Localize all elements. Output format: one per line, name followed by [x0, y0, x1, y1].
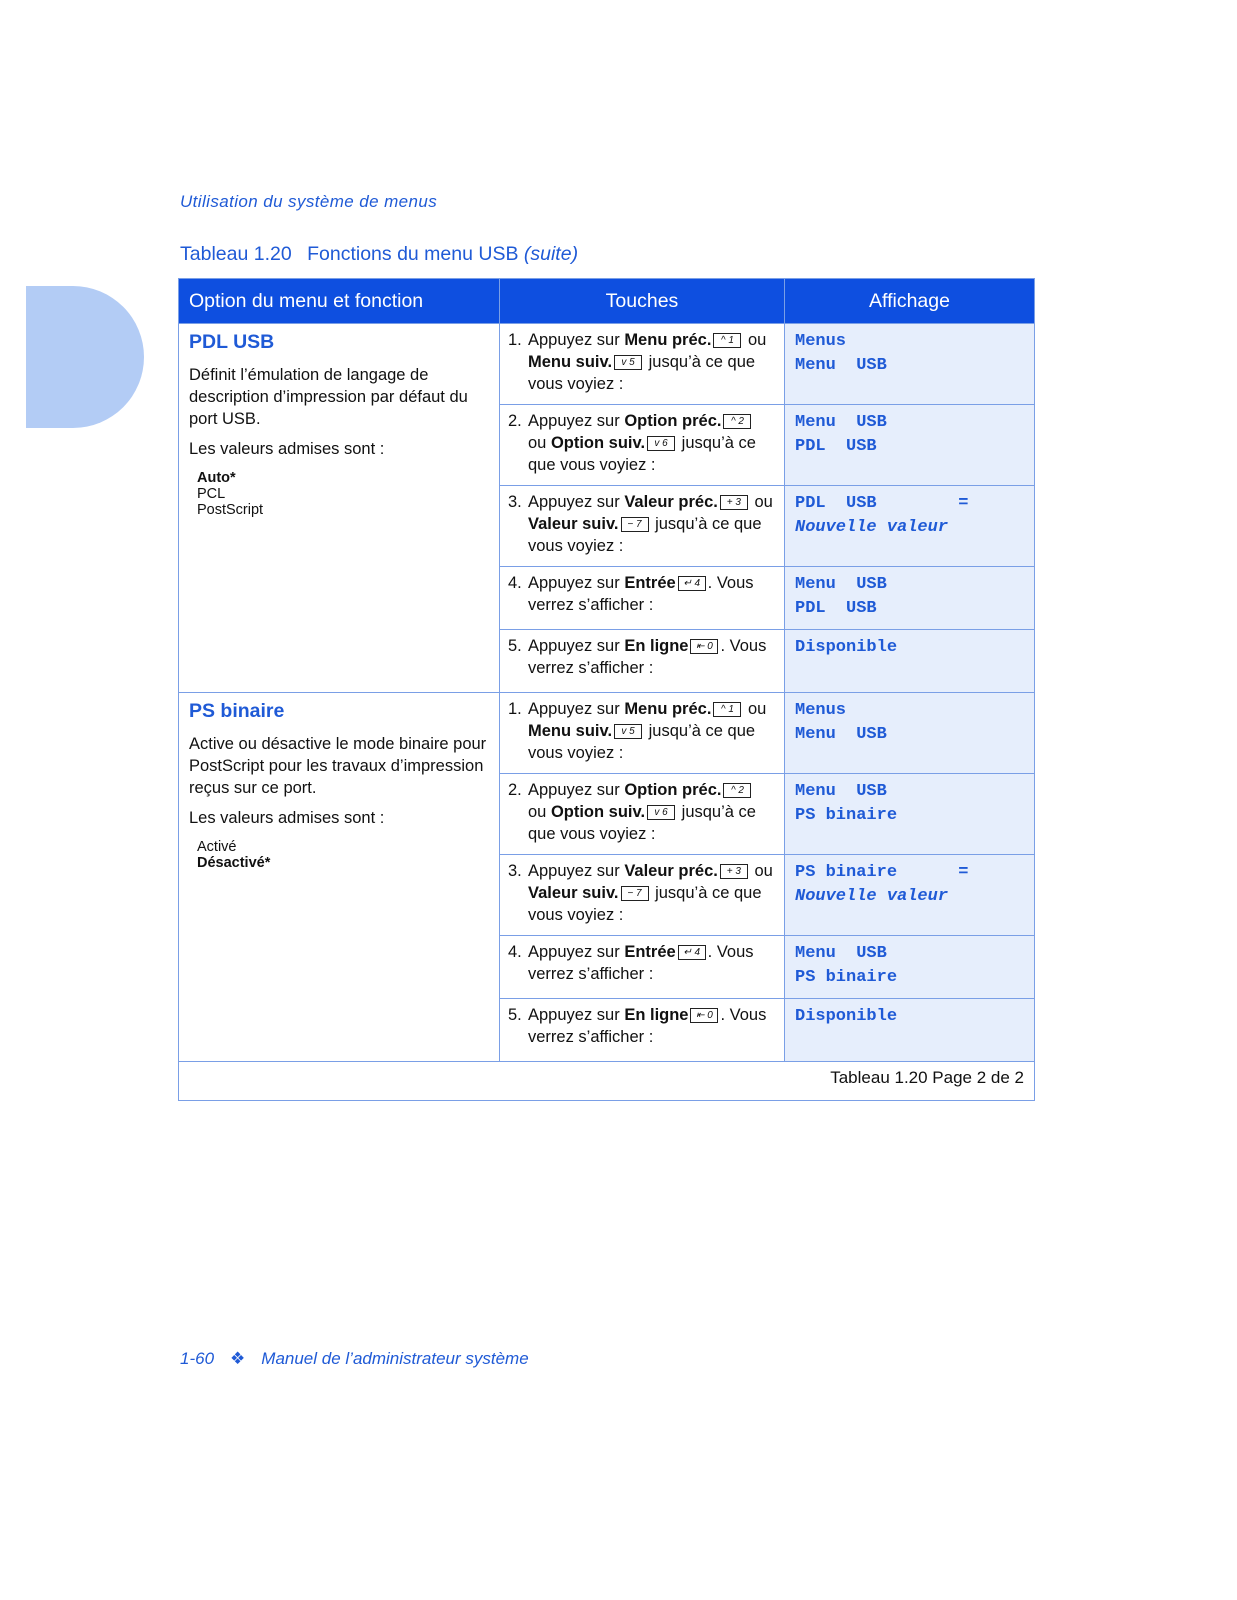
step-text-d: jusqu’à ce que vous voyiez : [528, 353, 756, 393]
table-footer-row [179, 1062, 1035, 1101]
keypad-key-icon: + 3 [720, 495, 748, 510]
step-number: 5. [508, 637, 522, 655]
table-number: Tableau 1.20 [180, 243, 292, 265]
step-instruction [508, 779, 776, 845]
step-text-a: Appuyez sur [528, 331, 625, 349]
step-text-a: Appuyez sur [528, 781, 625, 799]
step-text-c: ou [528, 803, 551, 821]
key-name: Option préc. [624, 412, 722, 430]
key-name: Menu suiv. [528, 353, 613, 371]
display-line-2: Menu USB [795, 356, 887, 375]
table-footer: Tableau 1.20 Page 2 de 2 [179, 1062, 1035, 1101]
keypad-key-icon: ↵ 4 [678, 576, 706, 591]
step-number: 5. [508, 1006, 522, 1024]
keypad-key-icon: + 3 [720, 864, 748, 879]
step-instruction [508, 329, 776, 395]
display-cell [785, 405, 1035, 486]
key-name: En ligne [624, 1006, 689, 1024]
display-line-2: Nouvelle valeur [795, 887, 949, 906]
step-text-c: ou [749, 862, 773, 880]
option-cell [179, 693, 500, 1062]
header-keys: Touches [500, 279, 785, 324]
keypad-key-icon: v 6 [647, 805, 675, 820]
step-text [528, 635, 776, 679]
display-line-2: Menu USB [795, 725, 887, 744]
chapter-tab-marker [26, 286, 144, 428]
display-line-2: PDL USB [795, 599, 877, 618]
option-description: Active ou désactive le mode binaire pour PostScript pour les travaux d’impression reçus sur ce port. [189, 735, 487, 797]
display-line-1: Menus [795, 332, 847, 351]
step-instruction [508, 860, 776, 926]
value-item: Désactivé* [197, 855, 271, 871]
display-line-1: Menu USB [795, 575, 887, 594]
key-name: Option suiv. [550, 803, 646, 821]
value-item: PostScript [197, 502, 264, 518]
values-list [189, 470, 489, 518]
step-text-a: Appuyez sur [528, 412, 625, 430]
table-title-text: Fonctions du menu USB [307, 243, 519, 265]
step-text-c: ou [749, 493, 773, 511]
display-line-1: Disponible [795, 1007, 898, 1026]
step-cell [500, 936, 785, 999]
step-text-c: ou [743, 331, 767, 349]
key-name: Valeur préc. [624, 862, 718, 880]
keypad-key-icon: ⇤ 0 [690, 1008, 718, 1023]
option-title: PDL USB [189, 331, 275, 353]
running-head: Utilisation du système de menus [180, 192, 438, 211]
keypad-key-icon: − 7 [621, 517, 649, 532]
key-name: Menu préc. [624, 331, 712, 349]
step-number: 1. [508, 700, 522, 718]
values-list [189, 839, 489, 871]
keypad-key-icon: v 6 [647, 436, 675, 451]
step-cell [500, 999, 785, 1062]
display-line-2: Nouvelle valeur [795, 518, 949, 537]
key-name: Valeur suiv. [528, 884, 619, 902]
step-text-d: jusqu’à ce que vous voyiez : [528, 884, 762, 924]
usb-menu-table [178, 278, 1035, 1101]
display-cell [785, 630, 1035, 693]
display-cell [785, 936, 1035, 999]
step-number: 4. [508, 943, 522, 961]
page-number: 1-60 [180, 1349, 215, 1368]
key-name: Valeur suiv. [528, 515, 619, 533]
step-text-a: Appuyez sur [528, 700, 625, 718]
step-text-c: . Vous verrez s’afficher : [528, 637, 767, 677]
table-header-row [179, 279, 1035, 324]
table-title [180, 243, 578, 266]
step-text-a: Appuyez sur [528, 943, 625, 961]
step-text-c: ou [743, 700, 767, 718]
keypad-key-icon: ⇤ 0 [690, 639, 718, 654]
step-text [528, 329, 776, 395]
step-text-d: jusqu’à ce que vous voyiez : [528, 434, 756, 474]
option-cell [179, 324, 500, 693]
step-instruction [508, 941, 776, 985]
step-cell [500, 630, 785, 693]
header-display: Affichage [785, 279, 1035, 324]
display-cell [785, 999, 1035, 1062]
keypad-key-icon: ↵ 4 [678, 945, 706, 960]
step-cell [500, 405, 785, 486]
option-title: PS binaire [189, 700, 285, 722]
display-cell [785, 567, 1035, 630]
display-cell [785, 486, 1035, 567]
step-text-d: jusqu’à ce que vous voyiez : [528, 803, 756, 843]
table-row [179, 324, 1035, 405]
display-line-1: Disponible [795, 638, 898, 657]
keypad-key-icon: ^ 1 [713, 333, 741, 348]
step-text-d: jusqu’à ce que vous voyiez : [528, 515, 762, 555]
step-text-d: jusqu’à ce que vous voyiez : [528, 722, 756, 762]
display-cell [785, 693, 1035, 774]
keypad-key-icon: v 5 [614, 724, 642, 739]
step-text [528, 572, 776, 616]
values-label: Les valeurs admises sont : [189, 809, 385, 827]
step-instruction [508, 635, 776, 679]
step-text [528, 410, 776, 476]
table-row [179, 693, 1035, 774]
step-number: 4. [508, 574, 522, 592]
step-text-a: Appuyez sur [528, 637, 625, 655]
manual-title: Manuel de l’administrateur système [261, 1349, 529, 1368]
step-instruction [508, 698, 776, 764]
step-text-c: . Vous verrez s’afficher : [528, 574, 754, 614]
step-text-a: Appuyez sur [528, 574, 625, 592]
step-instruction [508, 1004, 776, 1048]
display-cell [785, 774, 1035, 855]
step-instruction [508, 572, 776, 616]
display-line-1: Menu USB [795, 944, 887, 963]
step-cell [500, 693, 785, 774]
key-name: Entrée [624, 943, 676, 961]
value-item: Auto* [197, 470, 236, 486]
value-item: PCL [197, 486, 226, 502]
display-line-1: PDL USB = [795, 494, 969, 513]
step-cell [500, 486, 785, 567]
key-name: Valeur préc. [624, 493, 718, 511]
values-label: Les valeurs admises sont : [189, 440, 385, 458]
display-line-1: Menu USB [795, 782, 887, 801]
step-text-c: ou [528, 434, 551, 452]
footer-separator-icon: ❖ [230, 1349, 246, 1368]
keypad-key-icon: − 7 [621, 886, 649, 901]
step-number: 3. [508, 493, 522, 511]
key-name: Menu préc. [624, 700, 712, 718]
step-text [528, 1004, 776, 1048]
step-cell [500, 324, 785, 405]
display-line-2: PS binaire [795, 968, 898, 987]
step-cell [500, 567, 785, 630]
keypad-key-icon: ^ 1 [713, 702, 741, 717]
key-name: Entrée [624, 574, 676, 592]
step-cell [500, 774, 785, 855]
step-instruction [508, 491, 776, 557]
step-text-a: Appuyez sur [528, 862, 625, 880]
display-cell [785, 855, 1035, 936]
step-text [528, 779, 776, 845]
header-option: Option du menu et fonction [179, 279, 500, 324]
step-text [528, 491, 776, 557]
step-number: 2. [508, 412, 522, 430]
display-line-1: PS binaire = [795, 863, 969, 882]
step-instruction [508, 410, 776, 476]
key-name: Option préc. [624, 781, 722, 799]
display-line-2: PDL USB [795, 437, 877, 456]
keypad-key-icon: v 5 [614, 355, 642, 370]
step-number: 2. [508, 781, 522, 799]
step-text-c: . Vous verrez s’afficher : [528, 1006, 767, 1046]
step-cell [500, 855, 785, 936]
table-title-suffix: (suite) [523, 243, 579, 265]
step-text [528, 860, 776, 926]
step-text [528, 941, 776, 985]
key-name: En ligne [624, 637, 689, 655]
display-line-2: PS binaire [795, 806, 898, 825]
option-description: Définit l’émulation de langage de description d’impression par défaut du port USB. [189, 366, 468, 428]
step-text-c: . Vous verrez s’afficher : [528, 943, 754, 983]
step-text-a: Appuyez sur [528, 493, 625, 511]
display-line-1: Menus [795, 701, 847, 720]
step-text-a: Appuyez sur [528, 1006, 625, 1024]
key-name: Option suiv. [550, 434, 646, 452]
keypad-key-icon: ^ 2 [723, 414, 751, 429]
keypad-key-icon: ^ 2 [723, 783, 751, 798]
step-number: 1. [508, 331, 522, 349]
page-footer [180, 1349, 529, 1369]
display-line-1: Menu USB [795, 413, 887, 432]
display-cell [785, 324, 1035, 405]
key-name: Menu suiv. [528, 722, 613, 740]
step-text [528, 698, 776, 764]
value-item: Activé [197, 839, 237, 855]
step-number: 3. [508, 862, 522, 880]
